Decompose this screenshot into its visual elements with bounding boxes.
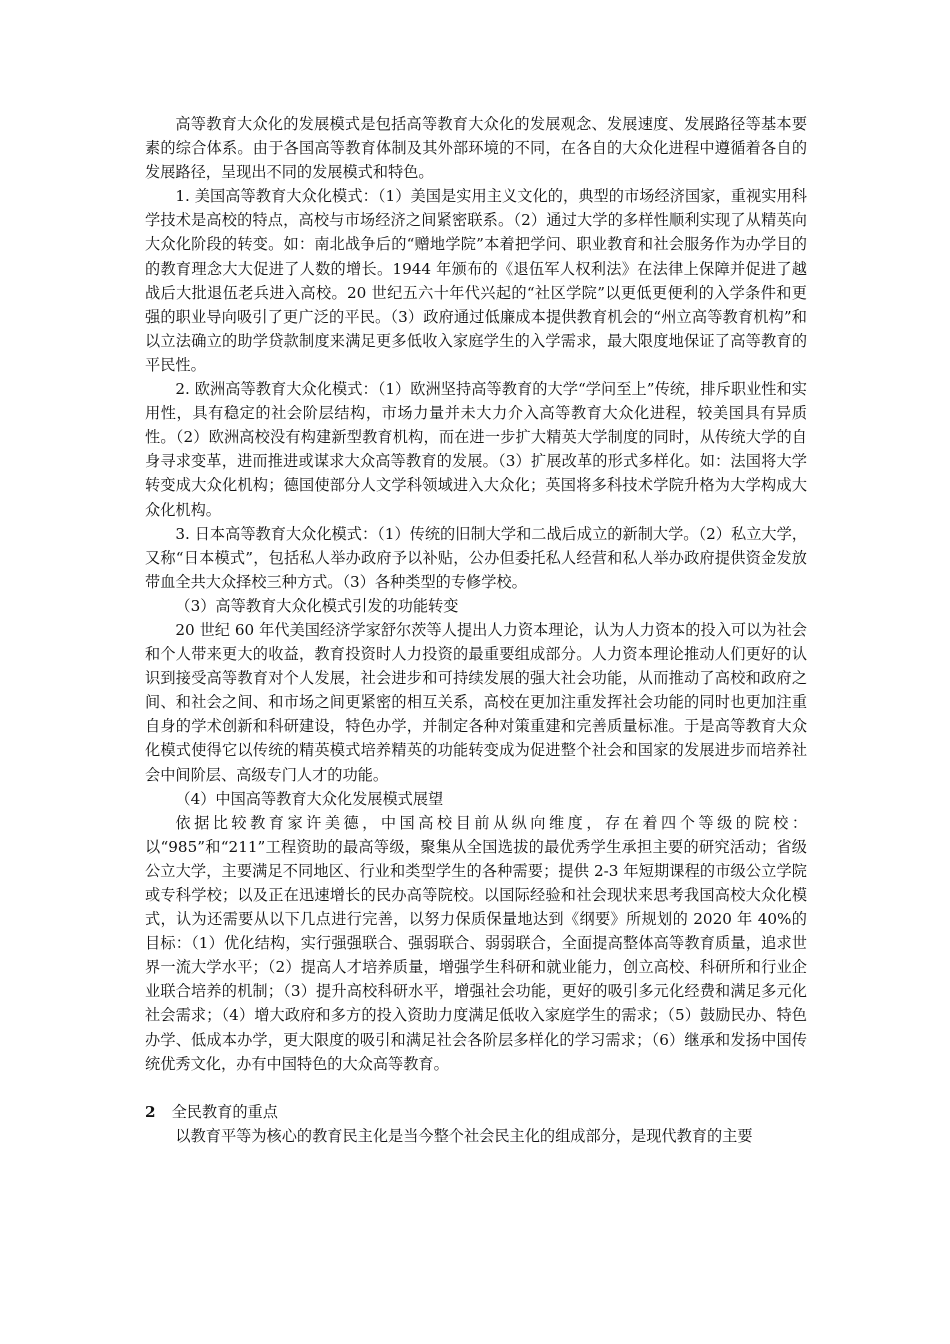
section-number: 2 <box>145 1102 156 1121</box>
paragraph-japan-model: 3. 日本高等教育大众化模式：（1）传统的旧制大学和二战后成立的新制大学。（2）私立大学，又称“日本模式”，包括私人举办政府予以补贴，公办但委托私人经营和私人举办政府提供资金发放带血全共大众择校三种方式。（3）各种类型的专修学校。 <box>145 524 807 591</box>
paragraph-intro: 高等教育大众化的发展模式是包括高等教育大众化的发展观念、发展速度、发展路径等基本要素的综合体系。由于各国高等教育体制及其外部环境的不同，在各自的大众化进程中遵循着各自的发展路径，呈现出不同的发展模式和特色。 <box>145 115 807 182</box>
subheading-function-shift: （3）高等教育大众化模式引发的功能转变 <box>175 596 459 615</box>
paragraph-europe-model: 2. 欧洲高等教育大众化模式：（1）欧洲坚持高等教育的大学“学问至上”传统，排斥职业性和实用性，具有稳定的社会阶层结构，市场力量并未大力介入高等教育大众化进程，较美国具有异质性。（2）欧洲高校没有构建新型教育机构，而在进一步扩大精英大学制度的同时，从传统大学的自身寻求变革，进而推进或谋求大众高等教育的发展。（3）扩展改革的形式多样化。如：法国将大学转变成大众化机构；德国使部分人文学科领域进入大众化；英国将多科技术学院升格为大学构成大众化机构。 <box>145 380 807 519</box>
section-heading <box>145 1100 807 1124</box>
paragraph-usa-model: 1. 美国高等教育大众化模式：（1）美国是实用主义文化的，典型的市场经济国家，重视实用科学技术是高校的特点，高校与市场经济之间紧密联系。（2）通过大学的多样性顺利实现了从精英向大众化阶段的转变。如：南北战争后的“赠地学院”本着把学问、职业教育和社会服务作为办学目的的教育理念大大促进了人数的增长。1944 年颁布的《退伍军人权利法》在法律上保障并促进了越战后大批退伍老兵进入高校。20 世纪五六十年代兴起的“社区学院”以更低更便利的入学条件和更强的职业导向吸引了更广泛的平民。（3）政府通过低廉成本提供教育机会的“州立高等教育机构”和以立法确立的助学贷款制度来满足更多低收入家庭学生的入学需求，最大限度地保证了高等教育的平民性。 <box>145 187 807 374</box>
section-title: 全民教育的重点 <box>171 1102 278 1121</box>
paragraph-china-outlook: 依据比较教育家许美德，中国高校目前从纵向维度，存在着四个等级的院校：以“985”和“211”工程资助的最高等级，聚集从全国选拔的最优秀学生承担主要的研究活动；省级公立大学，主要满足不同地区、行业和类型学生的各种需要；提供 2-3 年短期课程的市级公立学院或专科学校；以及正在迅速增长的民办高等院校。以国际经验和社会现状来思考我国高校大众化模式，认为还需要从以下几点进行完善，以努力保质保量地达到《纲要》所规划的 2020 年 40%的目标：（1）优化结构，实行强强联合、强弱联合、弱弱联合，全面提高整体高等教育质量，追求世界一流大学水平；（2）提高人才培养质量，增强学生科研和就业能力，创立高校、科研所和行业企业联合培养的机制；（3）提升高校科研水平，增强社会功能，更好的吸引多元化经费和满足多元化社会需求；（4）增大政府和多方的投入资助力度满足低收入家庭学生的需求；（5）鼓励民办、特色办学、低成本办学，更大限度的吸引和满足社会各阶层多样化的学习需求；（6）继承和发扬中国传统优秀文化，办有中国特色的大众高等教育。 <box>145 813 807 1073</box>
subheading-china-outlook: （4）中国高等教育大众化发展模式展望 <box>175 789 444 808</box>
paragraph-human-capital: 20 世纪 60 年代美国经济学家舒尔茨等人提出人力资本理论，认为人力资本的投入可以为社会和个人带来更大的收益，教育投资时人力投资的最重要组成部分。人力资本理论推动人们更好的认识到接受高等教育对个人发展，社会进步和可持续发展的强大社会功能，从而推动了高校和政府之间、和社会之间、和市场之间更紧密的相互关系，高校在更加注重发挥社会功能的同时也更加注重自身的学术创新和科研建设，特色办学，并制定各种对策重建和完善质量标准。于是高等教育大众化模式使得它以传统的精英模式培养精英的功能转变成为促进整个社会和国家的发展进步而培养社会中间阶层、高级专门人才的功能。 <box>145 620 807 784</box>
paragraph-closing: 以教育平等为核心的教育民主化是当今整个社会民主化的组成部分，是现代教育的主要 <box>175 1126 753 1145</box>
document-page <box>145 112 807 1148</box>
